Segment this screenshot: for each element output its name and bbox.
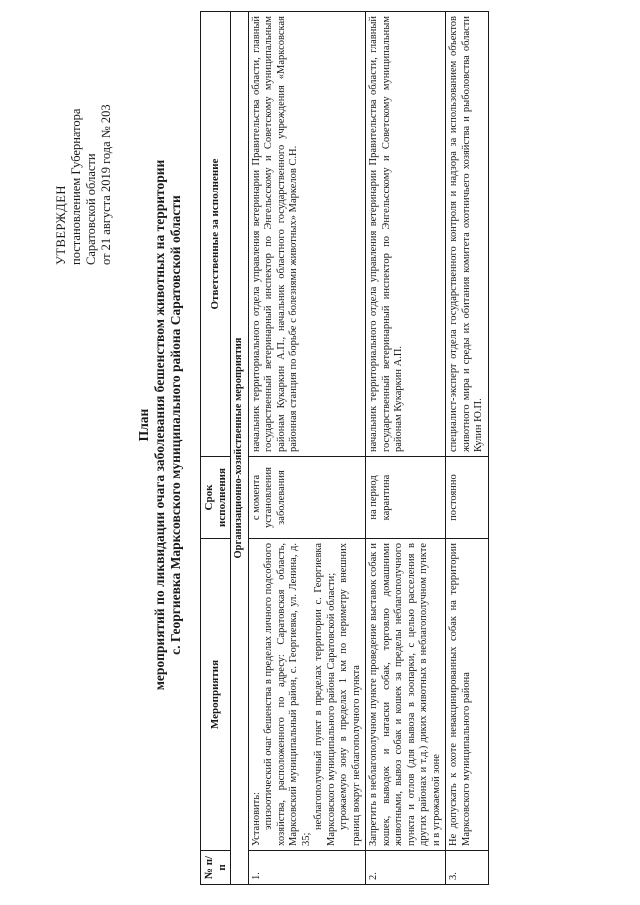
document-title	[136, 65, 184, 785]
title-line-2: мероприятий по ликвидации очага заболевания бешенством животных на территории	[152, 159, 167, 691]
row-num: 3.	[446, 851, 489, 885]
row-num: 1.	[248, 851, 366, 885]
table-header-row	[201, 12, 231, 885]
approval-line-1: постановлением Губернатора	[69, 108, 83, 265]
table-row	[366, 12, 446, 885]
table-row	[248, 12, 366, 885]
row-deadline: постоянно	[446, 457, 489, 539]
measure-paragraph: Не допускать к охоте невакцинированных собак на территории Марксовского муниципального района	[448, 543, 472, 846]
title-line-1: План	[136, 408, 151, 442]
plan-table	[200, 11, 489, 885]
header-measures: Мероприятия	[201, 539, 231, 851]
section-row	[231, 12, 249, 885]
approval-heading: УТВЕРЖДЕН	[54, 185, 68, 265]
measure-paragraph: Запретить в неблагополучном пункте проведение выставок собак и кошек, выводок и натаски собак, торговлю домашними животными, вывоз собак и кошек за пределы неблагополучного пункта и отлов (для вывоза в зоопарки, с целью расселения в других районах и т.д.) диких животных в неблагополучном пункте и в угрожаемой зоне	[368, 543, 442, 846]
title-line-3: с. Георгиевка Марксовского муниципального района Саратовской области	[168, 195, 183, 655]
header-deadline: Срок исполнения	[201, 457, 231, 539]
measure-intro: Установить:	[250, 792, 262, 846]
table-row	[446, 12, 489, 885]
row-deadline: на период карантина	[366, 457, 446, 539]
row-num: 2.	[366, 851, 446, 885]
row-measure	[248, 539, 366, 851]
row-deadline: с момента установления заболевания	[248, 457, 366, 539]
measure-paragraph: угрожаемую зону в пределах 1 км по периметру внешних границ вокруг неблагополучного пункта	[338, 543, 362, 846]
measure-paragraph: эпизоотический очаг бешенства в пределах личного подсобного хозяйства, расположенного по адресу: Саратовская область, Марксовский муниципальный район, с. Георгиевка, ул. Ленина, д. 35;	[263, 543, 312, 846]
row-measure	[446, 539, 489, 851]
approval-line-2: Саратовской области	[84, 153, 98, 265]
approval-line-3: от 21 августа 2019 года № 203	[99, 104, 113, 265]
row-measure	[366, 539, 446, 851]
header-responsible: Ответственные за исполнение	[201, 12, 231, 457]
approval-stamp	[54, 25, 114, 265]
row-responsible: специалист-эксперт отдела государственного контроля и надзора за использованием объектов животного мира и среды их обитания комитета охотничьего хозяйства и рыболовства области Кулин Ю.П.	[446, 12, 489, 457]
section-title: Организационно-хозяйственные мероприятия	[231, 12, 249, 885]
row-responsible: начальник территориального отдела управления ветеринарии Правительства области, главный государственный ветеринарный инспектор по Энгельсскому и Советскому муниципальным районам Кукаркин А.П.	[366, 12, 446, 457]
row-responsible: начальник территориального отдела управления ветеринарии Правительства области, главный государственный ветеринарный инспектор по Энгельсскому и Советскому муниципальным районам Кукаркин А.П., начальник областного государственного учреждения «Марксовская районная станция по борьбе с болезнями животных» Маркелов С.Н.	[248, 12, 366, 457]
measure-paragraph: неблагополучный пункт в пределах территории с. Георгиевка Марксовского муниципального района Саратовской области;	[313, 543, 337, 846]
header-num: № п/п	[201, 851, 231, 885]
